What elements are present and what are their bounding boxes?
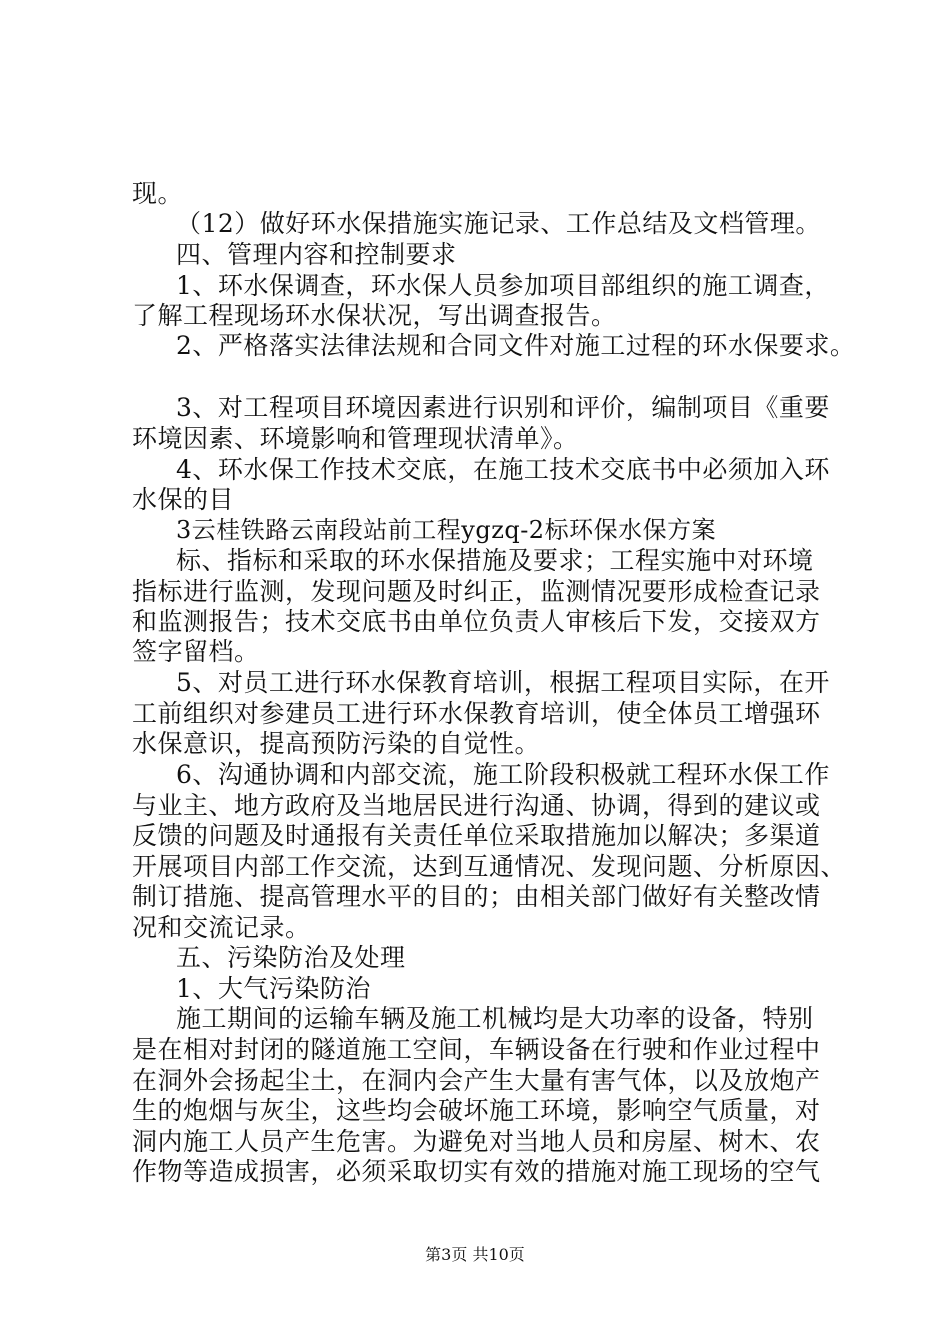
text-line: 标、指标和采取的环水保措施及要求；工程实施中对环境: [176, 546, 814, 575]
text-line: 生的炮烟与灰尘，这些均会破坏施工环境，影响空气质量，对: [132, 1096, 821, 1125]
text-line: 洞内施工人员产生危害。为避免对当地人员和房屋、树木、农: [132, 1127, 821, 1156]
text-line: 2、严格落实法律法规和合同文件对施工过程的环水保要求。: [176, 331, 856, 360]
section-heading: 五、污染防治及处理: [176, 943, 406, 972]
text-line: 况和交流记录。: [132, 913, 311, 942]
text-line: 指标进行监测，发现问题及时纠正，监测情况要形成检查记录: [132, 577, 821, 606]
text-line: 水保的目: [132, 485, 235, 514]
text-line: 与业主、地方政府及当地居民进行沟通、协调，得到的建议或: [132, 791, 821, 820]
text-line: 现。: [132, 179, 184, 208]
text-line: 水保意识，提高预防污染的自觉性。: [132, 729, 541, 758]
page-running-header: 3云桂铁路云南段站前工程ygzq-2标环保水保方案: [176, 516, 717, 544]
text-line: 施工期间的运输车辆及施工机械均是大功率的设备，特别: [176, 1004, 814, 1033]
text-line: 了解工程现场环水保状况，写出调查报告。: [132, 301, 617, 330]
text-line: 和监测报告；技术交底书由单位负责人审核后下发，交接双方: [132, 607, 821, 636]
text-line: （12）做好环水保措施实施记录、工作总结及文档管理。: [176, 209, 821, 238]
text-line: 是在相对封闭的隧道施工空间，车辆设备在行驶和作业过程中: [132, 1035, 821, 1064]
section-heading: 四、管理内容和控制要求: [176, 240, 457, 269]
text-line: 反馈的问题及时通报有关责任单位采取措施加以解决；多渠道: [132, 821, 821, 850]
text-line: 签字留档。: [132, 637, 260, 666]
text-line: 1、环水保调查，环水保人员参加项目部组织的施工调查，: [176, 271, 830, 300]
text-line: 工前组织对参建员工进行环水保教育培训，使全体员工增强环: [132, 699, 821, 728]
text-line: 4、环水保工作技术交底，在施工技术交底书中必须加入环: [176, 455, 830, 484]
text-line: 3、对工程项目环境因素进行识别和评价，编制项目《重要: [176, 393, 830, 422]
subsection-heading: 1、大气污染防治: [176, 974, 371, 1003]
text-line: 6、沟通协调和内部交流，施工阶段积极就工程环水保工作: [176, 760, 830, 789]
text-line: 制订措施、提高管理水平的目的；由相关部门做好有关整改情: [132, 882, 821, 911]
page-footer: 第3页 共10页: [425, 1245, 525, 1264]
text-line: 环境因素、环境影响和管理现状清单》。: [132, 424, 579, 453]
text-line: 作物等造成损害，必须采取切实有效的措施对施工现场的空气: [132, 1157, 821, 1186]
text-line: 开展项目内部工作交流，达到互通情况、发现问题、分析原因、: [132, 852, 847, 881]
text-line: 在洞外会扬起尘土，在洞内会产生大量有害气体，以及放炮产: [132, 1066, 821, 1095]
text-line: 5、对员工进行环水保教育培训，根据工程项目实际，在开: [176, 668, 830, 697]
